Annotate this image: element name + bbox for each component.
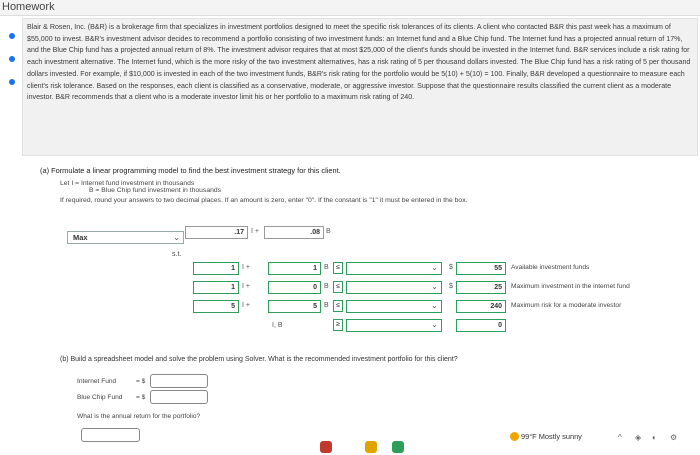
weather-text: 99°F Mostly sunny bbox=[521, 432, 582, 441]
part-a-title: (a) Formulate a linear programming model to find the best investment strategy for this client. bbox=[40, 166, 341, 175]
nav-dot-icon[interactable] bbox=[9, 56, 15, 62]
c2-var-i: I + bbox=[242, 283, 250, 290]
nav-dot-icon[interactable] bbox=[9, 79, 15, 85]
rounding-note: If required, round your answers to two decimal places. If an amount is zero, enter "0". If the constant is "1" it must be entered in the box. bbox=[60, 197, 468, 204]
c3-var-b: B bbox=[324, 302, 329, 309]
header-bar bbox=[0, 0, 700, 16]
chevron-down-icon: ⌄ bbox=[173, 233, 180, 242]
objective-var-b: B bbox=[326, 228, 331, 235]
c1-rhs-input[interactable]: 55 bbox=[456, 262, 506, 275]
c2-var-b: B bbox=[324, 283, 329, 290]
weather-icon bbox=[510, 432, 519, 441]
volume-icon[interactable]: ◐ bbox=[652, 433, 657, 442]
c2-rhs-input[interactable]: 25 bbox=[456, 281, 506, 294]
return-question: What is the annual return for the portfolio? bbox=[77, 413, 201, 420]
c1-inequality-select[interactable]: ≤ bbox=[333, 262, 343, 274]
annual-return-input[interactable] bbox=[81, 428, 140, 442]
c1-coef-b-input[interactable]: 1 bbox=[268, 262, 321, 275]
internet-fund-label: Internet Fund bbox=[77, 378, 117, 385]
problem-statement: Blair & Rosen, Inc. (B&R) is a brokerage firm that specializes in investment portfolios designed to meet the specific risk tolerances of its clients. A client who contacted B&R this past week has a maximum of $55,000 to invest. B&R's investment advisor decides to recommend a portfolio consisting of two investment funds: an Internet fund and a Blue Chip fund. The Internet fund has a projected annual return of 17%, and the Blue Chip fund has a projected annual return of 8%. The investment advisor requires that at most $25,000 of the client's funds should be invested in the Internet fund. B&R services include a risk rating for each investment alternative. The Internet fund, which is the more risky of the two investment alternatives, has a risk rating of 5 per thousand dollars invested. The Blue Chip fund has a risk rating of 5 per thousand dollars invested. For example, if $10,000 is invested in each of the two investment funds, B&R's risk rating for the portfolio would be 5(10) + 5(10) = 100. Finally, B&R developed a questionnaire to measure each client's risk tolerance. Based on the responses, each client is classified as a conservative, moderate, or aggressive investor. Suppose that the questionnaire results classified the current client as a moderate investor. B&R recommends that a client who is a moderate investor limit his or her portfolio to a maximum risk rating of 240. bbox=[22, 18, 698, 156]
c1-note: Available investment funds bbox=[511, 264, 590, 271]
page-title: Homework bbox=[2, 1, 55, 13]
chevron-down-icon: ⌄ bbox=[431, 263, 438, 272]
settings-icon[interactable]: ⚙ bbox=[670, 433, 678, 442]
objective-sense-value: Max bbox=[73, 233, 88, 242]
c2-inequality-select[interactable]: ≤ bbox=[333, 281, 343, 293]
c1-relation-select[interactable] bbox=[346, 262, 442, 275]
objective-var-i: I + bbox=[251, 228, 259, 235]
c4-relation-select[interactable] bbox=[346, 319, 442, 332]
subject-to-label: s.t. bbox=[172, 251, 182, 258]
chevron-up-icon[interactable]: ^ bbox=[618, 433, 622, 442]
objective-sense-select[interactable] bbox=[67, 231, 184, 244]
c4-inequality-select[interactable]: ≥ bbox=[333, 319, 343, 331]
bluechip-fund-label: Blue Chip Fund bbox=[77, 394, 123, 401]
chevron-down-icon: ⌄ bbox=[431, 301, 438, 310]
c3-coef-i-input[interactable]: 5 bbox=[193, 300, 239, 313]
c3-var-i: I + bbox=[242, 302, 250, 309]
c3-relation-select[interactable] bbox=[346, 300, 442, 313]
let-internet: Let I = Internet fund investment in thousands bbox=[60, 180, 195, 187]
chevron-down-icon: ⌄ bbox=[431, 282, 438, 291]
c4-rhs-input[interactable]: 0 bbox=[456, 319, 506, 332]
c1-dollar: $ bbox=[449, 264, 453, 271]
nav-dot-icon[interactable] bbox=[9, 33, 15, 39]
objective-coef-b-input[interactable]: .08 bbox=[264, 226, 324, 239]
objective-coef-i-input[interactable]: .17 bbox=[185, 226, 248, 239]
app-icon[interactable] bbox=[392, 441, 404, 453]
c1-var-i: I + bbox=[242, 264, 250, 271]
c3-coef-b-input[interactable]: 5 bbox=[268, 300, 321, 313]
c2-dollar: $ bbox=[449, 283, 453, 290]
app-icon[interactable] bbox=[320, 441, 332, 453]
let-bluechip: B = Blue Chip fund investment in thousands bbox=[89, 187, 222, 194]
internet-eq: = $ bbox=[136, 378, 146, 385]
c1-coef-i-input[interactable]: 1 bbox=[193, 262, 239, 275]
chevron-down-icon: ⌄ bbox=[431, 320, 438, 329]
bluechip-fund-input[interactable] bbox=[150, 390, 208, 404]
c3-note: Maximum risk for a moderate investor bbox=[511, 302, 622, 309]
c2-relation-select[interactable] bbox=[346, 281, 442, 294]
nonneg-vars: I, B bbox=[272, 322, 283, 329]
left-rail bbox=[0, 16, 22, 455]
c3-rhs-input[interactable]: 240 bbox=[456, 300, 506, 313]
c3-inequality-select[interactable]: ≤ bbox=[333, 300, 343, 312]
internet-fund-input[interactable] bbox=[150, 374, 208, 388]
bluechip-eq: = $ bbox=[136, 394, 146, 401]
c1-var-b: B bbox=[324, 264, 329, 271]
c2-note: Maximum investment in the internet fund bbox=[511, 283, 630, 290]
part-b-title: (b) Build a spreadsheet model and solve the problem using Solver. What is the recommended investment portfolio for this client? bbox=[60, 356, 458, 363]
c2-coef-b-input[interactable]: 0 bbox=[268, 281, 321, 294]
network-icon[interactable]: ◈ bbox=[635, 433, 642, 442]
app-icon[interactable] bbox=[365, 441, 377, 453]
c2-coef-i-input[interactable]: 1 bbox=[193, 281, 239, 294]
